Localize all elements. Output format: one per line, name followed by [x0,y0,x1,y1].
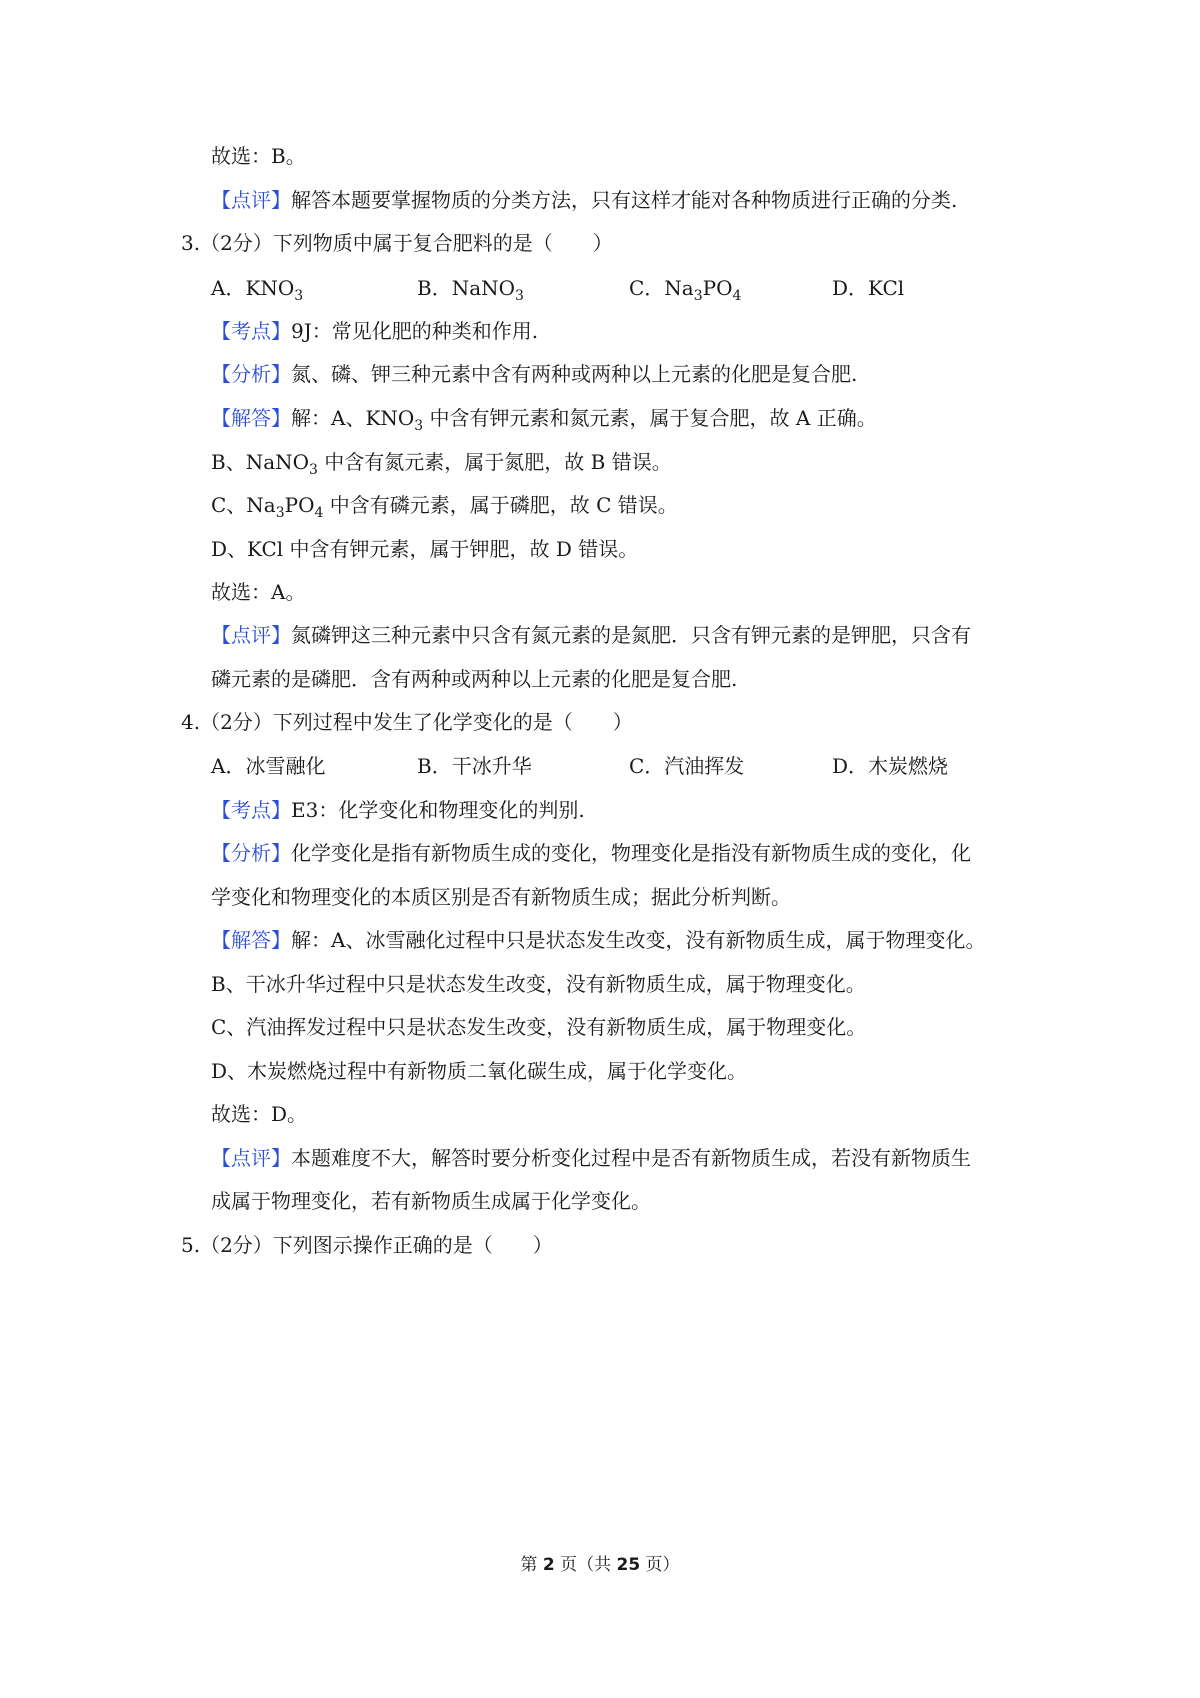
q3-option-d: D．KCl [832,276,905,300]
q4-option-a: A．冰雪融化 [211,754,326,778]
q3-option-b: B．NaNO$_3$ [417,276,524,304]
q3-comment-line1: 【点评】氮磷钾这三种元素中只含有氮元素的是氮肥．只含有钾元素的是钾肥，只含有 [211,623,971,647]
q4-stem: 4.（2分）下列过程中发生了化学变化的是（ ） [181,710,633,734]
q4-option-d: D．木炭燃烧 [832,754,949,778]
q3-comment-line2: 磷元素的是磷肥．含有两种或两种以上元素的化肥是复合肥. [211,667,738,691]
q4-comment-line2: 成属于物理变化，若有新物质生成属于化学变化。 [211,1189,651,1213]
q4-choose: 故选：D。 [211,1102,308,1126]
q4-answer-c: C、汽油挥发过程中只是状态发生改变，没有新物质生成，属于物理变化。 [211,1015,867,1039]
q3-answer-d: D、KCl 中含有钾元素，属于钾肥，故 D 错误。 [211,537,639,561]
q4-answer-b: B、干冰升华过程中只是状态发生改变，没有新物质生成，属于物理变化。 [211,972,866,996]
q4-point: 【考点】E3：化学变化和物理变化的判别. [211,798,585,822]
q3-choose: 故选：A。 [211,580,306,604]
q3-option-a: A．$KNO_3$ [211,276,304,304]
q3-stem: 3.（2分）下列物质中属于复合肥料的是（ ） [181,231,613,255]
q4-options [211,751,948,781]
q4-analysis-line1: 【分析】化学变化是指有新物质生成的变化，物理变化是指没有新物质生成的变化，化 [211,841,971,865]
q4-option-b: B．干冰升华 [417,754,532,778]
q4-analysis-line2: 学变化和物理变化的本质区别是否有新物质生成；据此分析判断。 [211,885,791,909]
q5-stem: 5.（2分）下列图示操作正确的是（ ） [181,1233,553,1257]
q4-answer-d: D、木炭燃烧过程中有新物质二氧化碳生成，属于化学变化。 [211,1059,748,1083]
q2-choose: 故选：B。 [211,144,306,168]
q3-options [211,273,904,303]
comment-tag: 【点评】 [211,188,291,212]
q4-answer-a: 【解答】解：A、冰雪融化过程中只是状态发生改变，没有新物质生成，属于物理变化。 [211,928,986,952]
page-footer: 第 2 页（共 25 页） [520,1555,680,1575]
q3-point: 【考点】9J：常见化肥的种类和作用. [211,319,539,343]
q4-option-c: C．汽油挥发 [629,754,745,778]
page-total: 25 [616,1555,641,1575]
q2-comment: 【点评】解答本题要掌握物质的分类方法，只有这样才能对各种物质进行正确的分类. [211,188,958,212]
q3-analysis: 【分析】氮、磷、钾三种元素中含有两种或两种以上元素的化肥是复合肥. [211,362,858,386]
page-number: 2 [542,1555,555,1575]
q3-answer-b: B、NaNO$_3$ 中含有氮元素，属于氮肥，故 B 错误。 [211,450,672,478]
q3-option-c: C．$Na_3PO_4$ [629,276,742,304]
q3-answer-a: 【解答】解：A、$KNO_3$ 中含有钾元素和氮元素，属于复合肥，故 A 正确。 [211,406,877,434]
q3-answer-c: C、$Na_3PO_4$ 中含有磷元素，属于磷肥，故 C 错误。 [211,493,678,521]
q4-comment-line1: 【点评】本题难度不大，解答时要分析变化过程中是否有新物质生成，若没有新物质生 [211,1146,971,1170]
